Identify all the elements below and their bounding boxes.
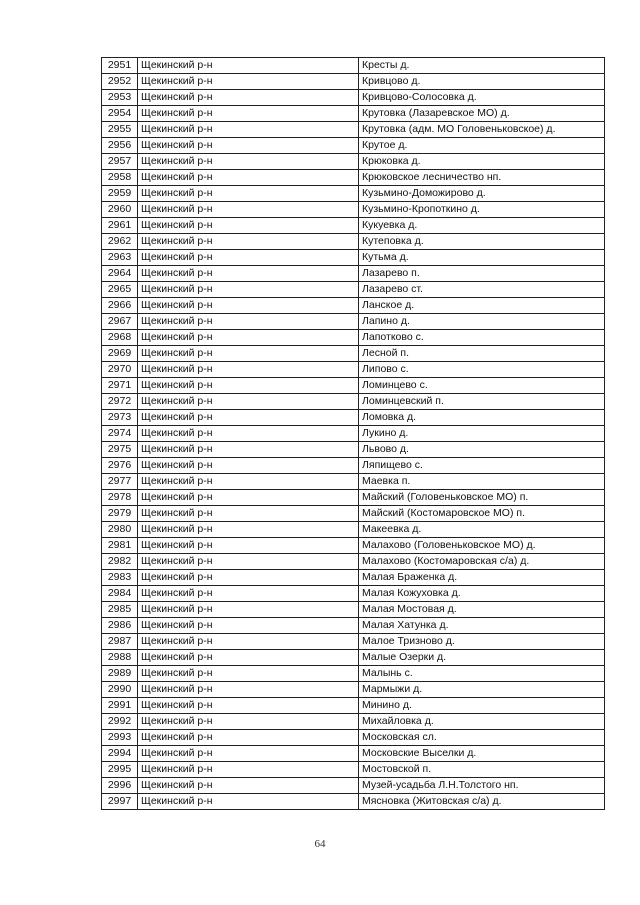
district-cell: Щекинский р-н	[138, 714, 359, 730]
settlement-name-cell: Малахово (Головеньковское МО) д.	[359, 538, 605, 554]
row-number-cell: 2953	[102, 90, 138, 106]
settlement-name-cell: Кривцово-Солосовка д.	[359, 90, 605, 106]
settlement-name-cell: Малахово (Костомаровская с/а) д.	[359, 554, 605, 570]
table-row	[102, 762, 605, 778]
row-number-cell: 2964	[102, 266, 138, 282]
settlement-name-cell: Лукино д.	[359, 426, 605, 442]
settlement-name-cell: Московские Выселки д.	[359, 746, 605, 762]
row-number-cell: 2993	[102, 730, 138, 746]
row-number-cell: 2996	[102, 778, 138, 794]
row-number-cell: 2987	[102, 634, 138, 650]
district-cell: Щекинский р-н	[138, 746, 359, 762]
row-number-cell: 2967	[102, 314, 138, 330]
district-cell: Щекинский р-н	[138, 650, 359, 666]
district-cell: Щекинский р-н	[138, 58, 359, 74]
row-number-cell: 2976	[102, 458, 138, 474]
row-number-cell: 2960	[102, 202, 138, 218]
row-number-cell: 2980	[102, 522, 138, 538]
table-row	[102, 186, 605, 202]
table-row	[102, 138, 605, 154]
table-row	[102, 682, 605, 698]
settlement-name-cell: Малая Кожуховка д.	[359, 586, 605, 602]
district-cell: Щекинский р-н	[138, 506, 359, 522]
table-row	[102, 714, 605, 730]
settlement-name-cell: Крутовка (Лазаревское МО) д.	[359, 106, 605, 122]
district-cell: Щекинский р-н	[138, 186, 359, 202]
settlement-name-cell: Мармыжи д.	[359, 682, 605, 698]
settlement-name-cell: Кутеповка д.	[359, 234, 605, 250]
settlement-name-cell: Крутовка (адм. МО Головеньковское) д.	[359, 122, 605, 138]
row-number-cell: 2958	[102, 170, 138, 186]
table-row	[102, 458, 605, 474]
table-row	[102, 522, 605, 538]
table-row	[102, 538, 605, 554]
row-number-cell: 2972	[102, 394, 138, 410]
table-row	[102, 346, 605, 362]
settlement-name-cell: Кривцово д.	[359, 74, 605, 90]
district-cell: Щекинский р-н	[138, 234, 359, 250]
table-row	[102, 218, 605, 234]
table-row	[102, 74, 605, 90]
row-number-cell: 2954	[102, 106, 138, 122]
table-row	[102, 362, 605, 378]
settlement-name-cell: Майский (Головеньковское МО) п.	[359, 490, 605, 506]
district-cell: Щекинский р-н	[138, 570, 359, 586]
district-cell: Щекинский р-н	[138, 666, 359, 682]
row-number-cell: 2995	[102, 762, 138, 778]
table-row	[102, 330, 605, 346]
table-row	[102, 266, 605, 282]
table-row	[102, 730, 605, 746]
settlement-name-cell: Малая Браженка д.	[359, 570, 605, 586]
page-number: 64	[314, 838, 326, 850]
settlement-name-cell: Макеевка д.	[359, 522, 605, 538]
district-cell: Щекинский р-н	[138, 538, 359, 554]
district-cell: Щекинский р-н	[138, 90, 359, 106]
table-row	[102, 634, 605, 650]
table-row	[102, 314, 605, 330]
row-number-cell: 2971	[102, 378, 138, 394]
row-number-cell: 2975	[102, 442, 138, 458]
table-row	[102, 442, 605, 458]
row-number-cell: 2963	[102, 250, 138, 266]
settlement-name-cell: Малые Озерки д.	[359, 650, 605, 666]
row-number-cell: 2986	[102, 618, 138, 634]
table-row	[102, 698, 605, 714]
settlement-name-cell: Лазарево п.	[359, 266, 605, 282]
row-number-cell: 2994	[102, 746, 138, 762]
district-cell: Щекинский р-н	[138, 730, 359, 746]
district-cell: Щекинский р-н	[138, 410, 359, 426]
district-cell: Щекинский р-н	[138, 458, 359, 474]
district-cell: Щекинский р-н	[138, 426, 359, 442]
table-row	[102, 650, 605, 666]
district-cell: Щекинский р-н	[138, 202, 359, 218]
settlement-name-cell: Ломинцево с.	[359, 378, 605, 394]
row-number-cell: 2978	[102, 490, 138, 506]
district-cell: Щекинский р-н	[138, 554, 359, 570]
district-cell: Щекинский р-н	[138, 330, 359, 346]
table-row	[102, 298, 605, 314]
row-number-cell: 2966	[102, 298, 138, 314]
table-row	[102, 666, 605, 682]
district-cell: Щекинский р-н	[138, 762, 359, 778]
row-number-cell: 2997	[102, 794, 138, 810]
table-row	[102, 106, 605, 122]
table-row	[102, 490, 605, 506]
table-row	[102, 250, 605, 266]
row-number-cell: 2951	[102, 58, 138, 74]
table-row	[102, 410, 605, 426]
district-cell: Щекинский р-н	[138, 474, 359, 490]
settlement-name-cell: Московская сл.	[359, 730, 605, 746]
district-cell: Щекинский р-н	[138, 490, 359, 506]
row-number-cell: 2991	[102, 698, 138, 714]
settlement-name-cell: Кукуевка д.	[359, 218, 605, 234]
row-number-cell: 2968	[102, 330, 138, 346]
settlements-table	[101, 57, 605, 810]
row-number-cell: 2988	[102, 650, 138, 666]
district-cell: Щекинский р-н	[138, 586, 359, 602]
settlement-name-cell: Крутое д.	[359, 138, 605, 154]
row-number-cell: 2979	[102, 506, 138, 522]
row-number-cell: 2990	[102, 682, 138, 698]
settlement-name-cell: Музей-усадьба Л.Н.Толстого нп.	[359, 778, 605, 794]
table-row	[102, 554, 605, 570]
district-cell: Щекинский р-н	[138, 122, 359, 138]
district-cell: Щекинский р-н	[138, 74, 359, 90]
row-number-cell: 2981	[102, 538, 138, 554]
table-row	[102, 618, 605, 634]
settlement-name-cell: Малое Тризново д.	[359, 634, 605, 650]
table-row	[102, 90, 605, 106]
table-row	[102, 778, 605, 794]
district-cell: Щекинский р-н	[138, 698, 359, 714]
row-number-cell: 2955	[102, 122, 138, 138]
district-cell: Щекинский р-н	[138, 138, 359, 154]
row-number-cell: 2985	[102, 602, 138, 618]
district-cell: Щекинский р-н	[138, 634, 359, 650]
district-cell: Щекинский р-н	[138, 618, 359, 634]
settlement-name-cell: Крюковское лесничество нп.	[359, 170, 605, 186]
row-number-cell: 2965	[102, 282, 138, 298]
table-row	[102, 58, 605, 74]
settlement-name-cell: Лапино д.	[359, 314, 605, 330]
table-row	[102, 170, 605, 186]
row-number-cell: 2970	[102, 362, 138, 378]
row-number-cell: 2989	[102, 666, 138, 682]
district-cell: Щекинский р-н	[138, 298, 359, 314]
row-number-cell: 2952	[102, 74, 138, 90]
table-row	[102, 154, 605, 170]
row-number-cell: 2962	[102, 234, 138, 250]
settlement-name-cell: Кузьмино-Кропоткино д.	[359, 202, 605, 218]
settlement-name-cell: Мясновка (Житовская с/а) д.	[359, 794, 605, 810]
settlement-name-cell: Малынь с.	[359, 666, 605, 682]
settlement-name-cell: Кресты д.	[359, 58, 605, 74]
table-row	[102, 474, 605, 490]
settlement-name-cell: Майский (Костомаровское МО) п.	[359, 506, 605, 522]
district-cell: Щекинский р-н	[138, 362, 359, 378]
settlement-name-cell: Кутьма д.	[359, 250, 605, 266]
table-row	[102, 746, 605, 762]
district-cell: Щекинский р-н	[138, 282, 359, 298]
table-row	[102, 394, 605, 410]
row-number-cell: 2957	[102, 154, 138, 170]
table-row	[102, 586, 605, 602]
settlement-name-cell: Ляпищево с.	[359, 458, 605, 474]
table-row	[102, 602, 605, 618]
table-row	[102, 378, 605, 394]
district-cell: Щекинский р-н	[138, 314, 359, 330]
district-cell: Щекинский р-н	[138, 522, 359, 538]
table-row	[102, 234, 605, 250]
settlement-name-cell: Лапотково с.	[359, 330, 605, 346]
settlement-name-cell: Минино д.	[359, 698, 605, 714]
settlement-name-cell: Ланское д.	[359, 298, 605, 314]
district-cell: Щекинский р-н	[138, 602, 359, 618]
district-cell: Щекинский р-н	[138, 794, 359, 810]
settlement-name-cell: Малая Мостовая д.	[359, 602, 605, 618]
table-row	[102, 570, 605, 586]
settlement-name-cell: Лазарево ст.	[359, 282, 605, 298]
table-row	[102, 122, 605, 138]
row-number-cell: 2961	[102, 218, 138, 234]
settlement-name-cell: Мостовской п.	[359, 762, 605, 778]
district-cell: Щекинский р-н	[138, 778, 359, 794]
settlement-name-cell: Маевка п.	[359, 474, 605, 490]
row-number-cell: 2983	[102, 570, 138, 586]
district-cell: Щекинский р-н	[138, 682, 359, 698]
settlement-name-cell: Ломинцевский п.	[359, 394, 605, 410]
district-cell: Щекинский р-н	[138, 250, 359, 266]
settlement-name-cell: Михайловка д.	[359, 714, 605, 730]
settlement-name-cell: Крюковка д.	[359, 154, 605, 170]
row-number-cell: 2956	[102, 138, 138, 154]
table-row	[102, 506, 605, 522]
row-number-cell: 2973	[102, 410, 138, 426]
table-row	[102, 282, 605, 298]
settlement-name-cell: Львово д.	[359, 442, 605, 458]
district-cell: Щекинский р-н	[138, 170, 359, 186]
row-number-cell: 2959	[102, 186, 138, 202]
district-cell: Щекинский р-н	[138, 442, 359, 458]
settlement-name-cell: Липово с.	[359, 362, 605, 378]
row-number-cell: 2992	[102, 714, 138, 730]
district-cell: Щекинский р-н	[138, 346, 359, 362]
district-cell: Щекинский р-н	[138, 106, 359, 122]
row-number-cell: 2969	[102, 346, 138, 362]
settlement-name-cell: Малая Хатунка д.	[359, 618, 605, 634]
row-number-cell: 2982	[102, 554, 138, 570]
settlement-name-cell: Ломовка д.	[359, 410, 605, 426]
settlement-name-cell: Лесной п.	[359, 346, 605, 362]
row-number-cell: 2977	[102, 474, 138, 490]
row-number-cell: 2974	[102, 426, 138, 442]
district-cell: Щекинский р-н	[138, 154, 359, 170]
district-cell: Щекинский р-н	[138, 394, 359, 410]
district-cell: Щекинский р-н	[138, 218, 359, 234]
settlement-name-cell: Кузьмино-Доможирово д.	[359, 186, 605, 202]
table-row	[102, 202, 605, 218]
table-row	[102, 426, 605, 442]
district-cell: Щекинский р-н	[138, 378, 359, 394]
row-number-cell: 2984	[102, 586, 138, 602]
table-row	[102, 794, 605, 810]
district-cell: Щекинский р-н	[138, 266, 359, 282]
table-body	[102, 58, 605, 810]
